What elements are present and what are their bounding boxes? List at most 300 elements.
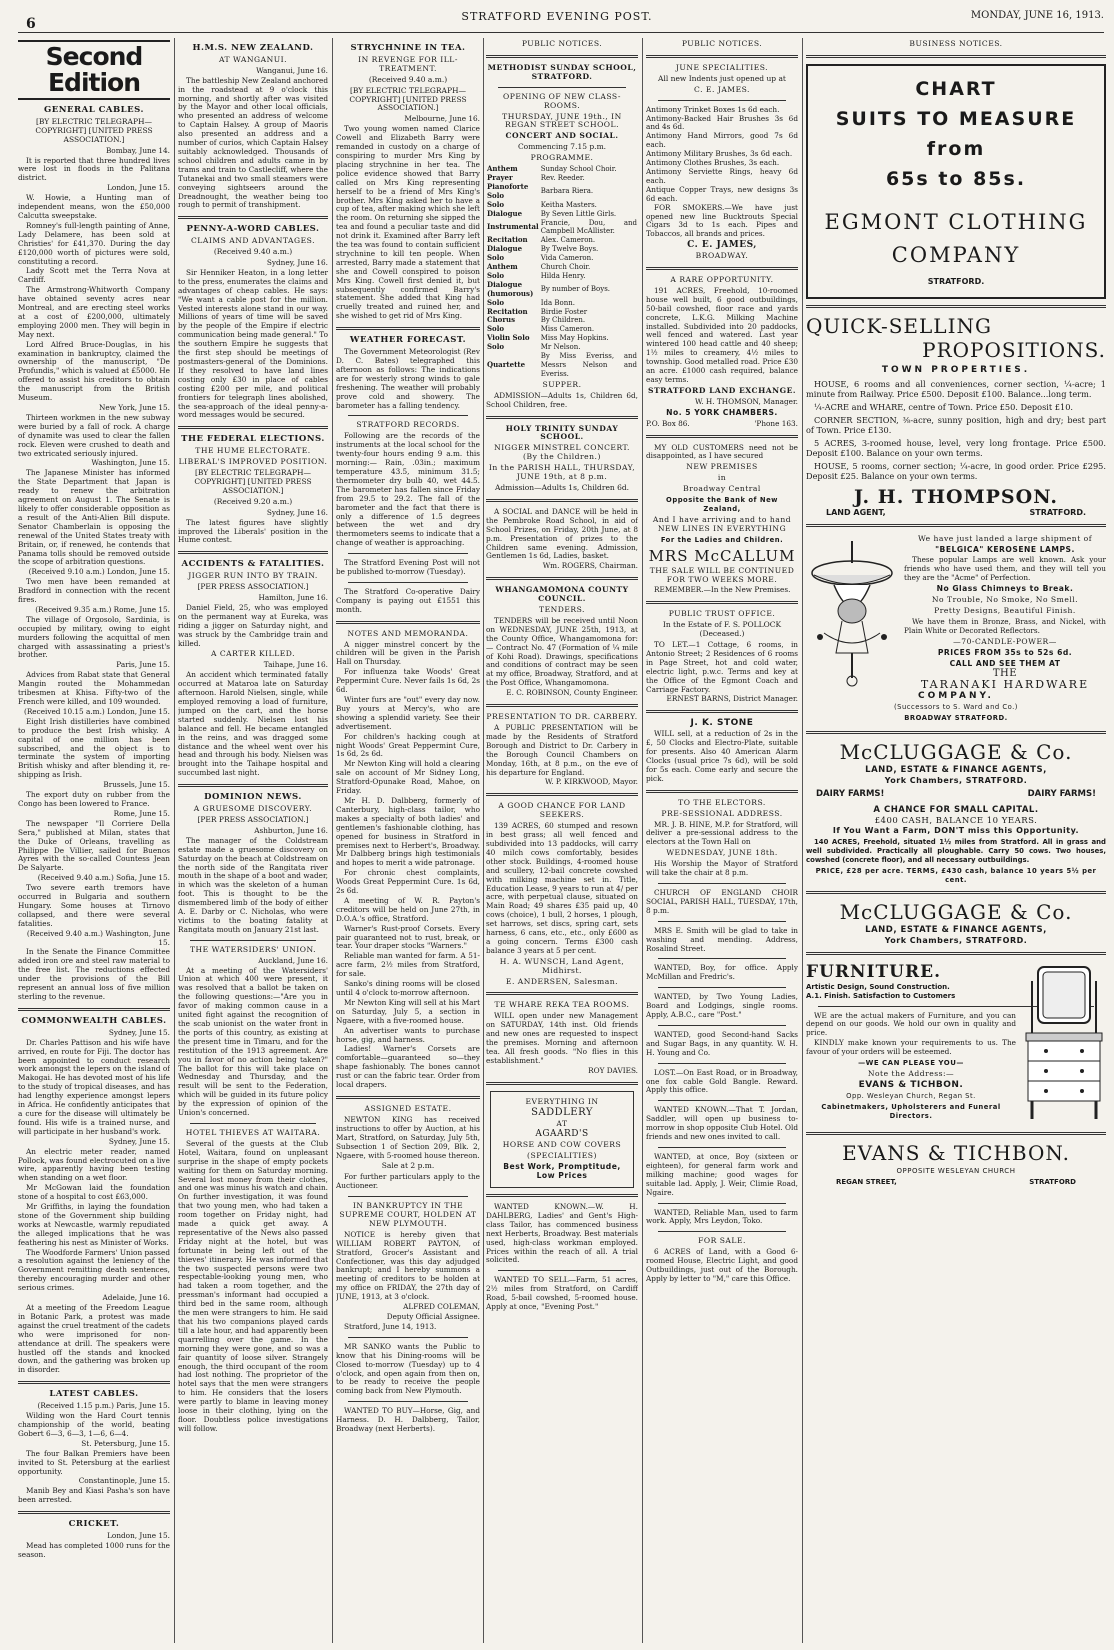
article-text: Thirteen workmen in the new subway were buried by a fall of rock. A charge of dynamite was used to clear the fallen rock. Eleven were crushed to death and two extricated seriously injured. (18, 412, 170, 458)
dateline: Wanganui, June 16. (256, 65, 328, 75)
column-5 (646, 38, 798, 1643)
programme-item: Prayer (487, 172, 513, 182)
james-items (646, 106, 798, 204)
notice-text: WILL sell, at a reduction of 2s in the £, 50 Clocks and Electro-Plate, suitable for presents. Also 40 American Alarm Clocks (usual price 7s 6d), will be sold for 5s each. Come early and secure the pick. (646, 729, 798, 783)
programme-item: Pianoforte Solo (487, 181, 529, 200)
ad-line: We have just landed a large shipment of (917, 533, 1093, 543)
notice-text: FOR SMOKERS.—We have just opened new line Bucktrouts Special Cigars 3d to 1s each. Pipes and Tobaccos, all brands and prices. (646, 202, 798, 239)
notice-text: TO LET.—1 Cottage, 6 rooms, in Antonio Street; 2 Residences of 6 rooms in Page Street, hot and cold water, electric light, p.w.c. Terms and key at the Office of the Egmont Coach and Carriage Factory. (646, 640, 798, 694)
penny-heading: PENNY-A-WORD CABLES. (186, 224, 320, 235)
memoranda-heading: NOTES AND MEMORANDA. (347, 628, 469, 638)
ad-line: (SPECIALITIES) (527, 1151, 597, 1161)
small-ad: WANTED, by Two Young Ladies, Board and Lodgings, single rooms. Apply, A.B.C., care "Post." (646, 992, 798, 1020)
programme-performer: Ida Bonn. (540, 298, 575, 307)
programme-item: Solo (487, 253, 505, 263)
divider (336, 327, 480, 330)
programme-item: Recitation (487, 235, 528, 245)
ad-line: STRATFORD. (927, 276, 985, 286)
notice-title: A RARE OPPORTUNITY. (670, 275, 774, 285)
latest-cables-list (18, 1402, 170, 1505)
ad-line: —WE CAN PLEASE YOU— (858, 1059, 964, 1068)
ad-line: EVANS & TICHBON. (858, 1079, 964, 1090)
subheading: NIGGER MINSTREL CONCERT. (By the Children.) (494, 443, 630, 462)
notice-text: NOTICE is hereby given that WILLIAM ROBERT PAYTON, of Stratford, Grocer's Assistant and Confectioner, was this day adjudged bankrupt; and I hereby summons a meeting of creditors to be holden at my office on FRIDAY, the 27th day of JUNE, 1913, at 3 o'clock. (336, 1229, 480, 1302)
ad-line: LAND, ESTATE & FINANCE AGENTS, (865, 764, 1047, 775)
article-text: The newspaper "Il Corriere Della Sera," published at Milan, states that the Duke of Orleans, travelling as Philippe De Villier, sailed for Buenos Ayres with the so-called Countess Jean De Salyarte. (18, 818, 170, 873)
article-text: The village of Orgosolo, Sardinia, is occupied by military, owing to eight murders following the acquittal of men charged with assassinating a priest's brother. (18, 614, 170, 660)
small-ad: WANTED, Boy, for office. Apply McMillan and Fredric's. (646, 963, 798, 982)
ad-line: SADDLERY (531, 1106, 593, 1118)
programme-row (486, 219, 638, 237)
ad-line: Broadway Central (683, 484, 761, 494)
article-text: Two severe earth tremors have occurred in Bulgaria and southern Hungary. Some houses at Tirnovo collapsed, and there were several fatalities. (18, 883, 170, 928)
cable-source: [BY ELECTRIC TELEGRAPH—COPYRIGHT] [UNITED PRESS ASSOCIATION.] (349, 85, 467, 113)
small-ad: WANTED, Reliable Man, used to farm work. Apply, Mrs Leydon, Toko. (646, 1207, 798, 1226)
signature: Wm. ROGERS, Chairman. (542, 561, 638, 571)
programme-item: Solo (487, 297, 505, 307)
programme-performer: Alex. Cameron. (540, 236, 596, 245)
subheading: HOTEL THIEVES AT WAITARA. (185, 1127, 321, 1137)
notice-title: PRESENTATION TO DR. CARBERY. (486, 712, 638, 722)
business-notices-heading: BUSINESS NOTICES. (909, 39, 1003, 48)
agent-name: J. H. THOMPSON. (854, 485, 1058, 508)
list-item: Antimony Military Brushes, 3s 6d each. (646, 149, 793, 159)
quick-selling-title: PROPOSITIONS. (922, 337, 1106, 362)
address: BROADWAY. (695, 251, 749, 261)
programme-performer: By Seven Little Girls. (540, 209, 617, 218)
subheading: TOWN PROPERTIES. (881, 364, 1031, 375)
strychnine-heading: STRYCHNINE IN TEA. (350, 43, 466, 53)
divider (486, 499, 638, 502)
divider (658, 921, 786, 922)
article-text: In the Senate the Finance Committee added iron ore and steel raw material to the free list. The reductions effected under the provisions of the Bill represent an annual loss of five million sterling to the revenue. (18, 947, 170, 1001)
divider (658, 1025, 786, 1026)
memo-item: Reliable man wanted for farm. A 51-acre farm, 2½ miles from Stratford, for sale. (336, 951, 480, 979)
divider (646, 601, 798, 604)
signature: ALFRED COLEMAN, (403, 1302, 480, 1312)
article-text: The latest figures have slightly improved the Liberals' position in the Hume contest. (178, 517, 328, 545)
article-text: Romney's full-length painting of Anne, Lady Delamere, has been sold at Christies' for £41,370. During the day £120,000 worth of pictures were sold, constituting a record. (18, 220, 170, 266)
notice-title: A GOOD CHANCE FOR LAND SEEKERS. (498, 801, 626, 820)
subheading: A GRUESOME DISCOVERY. (193, 804, 313, 814)
phone: 'Phone 163. (754, 418, 798, 428)
small-ads-list (646, 958, 798, 1226)
dateline: (Received 9.10 a.m.) London, June 15. (28, 567, 170, 577)
divider (658, 1231, 786, 1232)
agent-line (806, 509, 1106, 518)
programme-row (486, 343, 638, 352)
ad-line: KINDLY make known your requirements to us. The favour of your orders will be esteemed. (806, 1038, 1016, 1057)
divider (348, 582, 468, 583)
ad-line: in (717, 473, 727, 483)
ad-line: OPPOSITE WESLEYAN CHURCH (896, 1166, 1016, 1175)
notice-text: MR. J. B. HINE, M.P. for Stratford, will deliver a pre-sessional address to the electors at the Town Hall on (646, 819, 798, 847)
notice-title: PUBLIC TRUST OFFICE. (668, 609, 776, 619)
programme-row (486, 352, 638, 379)
furniture-title: FURNITURE. (806, 961, 941, 982)
event-when: THURSDAY, JUNE 19th., IN REGAN STREET SCHOOL. (502, 111, 622, 130)
received-time: (Received 9.40 a.m.) (368, 74, 448, 84)
programme-table (486, 165, 638, 379)
programme-row (486, 281, 638, 299)
subheading: JIGGER RUN INTO BY TRAIN. (188, 571, 318, 581)
list-item: Antimony Trinket Boxes 1s 6d each. (646, 104, 780, 114)
notice-text: 139 ACRES, 60 stumped and resown in best grass; all well fenced and subdivided into 13 paddocks, will carry 40 milch cows comfortably, besides other stock. Buildings, 4-roomed house and scullery, 12-bail concrete cowshed with milking machine set in. Title, Education Lease, 9 years to run at 4/ per acre, with perpetual clause, situated on Main Road; 49 shares £35 paid up, 40 cows (choice), 1 bull, 2 horses, 1 plough, set harrows, set discs, spring cart, sets harness, 6 cans, etc., etc., only £600 as a going concern. Terms £300 cash balance 3 years at 5 per cent. (486, 821, 638, 955)
article-text: Several of the guests at the Club Hotel, Waitara, found on unpleasant surprise in the shape of empty pockets waiting for them on Saturday morning. Several lost money from their clothes, and one was minus his watch and chain. On further investigation, it was found that two young men, who had taken a room together on Friday night, had made a quick get away. A representative of the News also passed Friday night at the hotel, but was fortunate in being left out of the thieves' itinerary. He was informed that the two suspected persons were two respectable-looking young men, who had taken a room together, and the pressman's informant had occupied a third bed in the same room, although the men were strangers to him. He said that his two companions played cards till a late hour, and had apparently been quarrelling over the game. In the morning they were gone, and so was a fair quantity of loose silver. Strangely enough, the third occupant of the room had lost nothing. The proprietor of the hotel says that the men were strangers to him. He considers that the losers were partly to blame in leaving money loose in their clothing, lying on the floor. Doubtless police investigations will follow. (178, 1138, 328, 1433)
public-notices-heading: PUBLIC NOTICES. (681, 39, 763, 48)
article-text: The manager of the Coldstream estate made a gruesome discovery on Saturday on the beach at Coldstream on the north side of the Rangitata river mouth in the shape of a boot and wader, in which was the skeleton of a human foot. This is thought to be the dismembered limb of the body of either A. E. Darby or C. Nicholas, who were victims to the boating fatality at Rangitata mouth on January 21st last. (178, 835, 328, 934)
memo-item: Warner's Rust-proof Corsets. Every pair guaranteed not to rust, break, or tear. Your draper stocks "Warners." (336, 923, 480, 951)
divider (486, 55, 638, 58)
small-ad: WANTED KNOWN.—That T. Jordan, Saddler, will open up business to-morrow in shop opposite Club Hotel. Old friends and new ones invited to call. (646, 1105, 798, 1142)
dateline: London, June 15. (107, 183, 170, 193)
ad-line: And I have arriving and to hand NEW LINES IN EVERYTHING (652, 514, 792, 533)
subheading: STRATFORD RECORDS. (356, 420, 460, 430)
sale-time: Sale at 2 p.m. (381, 1161, 435, 1171)
column-2 (178, 38, 328, 1643)
memo-item: A nigger minstrel concert by the children will be given in the Parish Hall on Thursday. (336, 639, 480, 667)
ad-line: Cabinetmakers, Upholsterers and Funeral Directors. (821, 1102, 1001, 1120)
memo-item: Mr Newton King will hold a clearing sale on account of Mr Sidney Long, Stratford-Opunake Road, Mahoe, on Friday. (336, 759, 480, 796)
subheading: CLAIMS AND ADVANTAGES. (191, 236, 315, 246)
divider (498, 87, 626, 88)
event-time: Commencing 7.15 p.m. (517, 142, 607, 152)
memo-item: For influenza take Woods' Great Peppermint Cure. Never fails 1s 6d, 2s 6d. (336, 667, 480, 695)
programme-performer: Rev. Reeder. (540, 173, 585, 182)
dateline: Bombay, June 14. (105, 145, 170, 155)
ad-line: 140 ACRES, Freehold, situated 1½ miles from Stratford. All in grass and well subdivided. Practically all ploughable. Carry 50 cows. Two houses, cowshed (concrete floor), and all necessary outbuildings. (806, 838, 1106, 865)
column-divider (332, 38, 333, 1643)
divider (486, 1194, 638, 1197)
memo-item: Mr Newton King will sell at his Mart on Saturday, July 5, a section in Ngaere, with a five-roomed house. (336, 997, 480, 1025)
divider (658, 883, 786, 884)
notice-text: 191 ACRES, Freehold, 10-roomed house well built, 6 good outbuildings, 50-bail cowshed, floor race and yards concrete, L.K.G. Milking Machine installed. Subdivided into 20 paddocks, well fenced and watered. Last year wintered 100 head cattle and 40 sheep; 1½ miles to creamery, 4½ miles to township. Good metalled road. Price £30 an acre. £1000 cash required, balance easy terms. (646, 285, 798, 384)
event-when: WEDNESDAY, JUNE 18th. (666, 848, 778, 858)
dateline: (Received 9.35 a.m.) Rome, June 15. (35, 604, 170, 614)
divider (806, 1132, 1106, 1135)
issue-date: MONDAY, JUNE 16, 1913. (970, 10, 1104, 21)
programme-performer: Francie, Dou, and Campbell McAllister. (540, 218, 637, 236)
programme-performer: Mr Nelson. (540, 343, 581, 352)
notice-text: MRS E. Smith will be glad to take in washing and mending. Address, Rosalind Street. (646, 925, 798, 953)
memo-item: An advertiser wants to purchase horse, gig, and harness. (336, 1025, 480, 1044)
notice-text: All new Indents just opened up at (658, 73, 786, 83)
divider (646, 710, 798, 713)
programme-item: Anthem (487, 262, 518, 272)
ad-line: 65s to 85s. (885, 167, 1027, 190)
article-text: At a meeting of the Freedom League in Botanic Park, a protest was made against the cruel treatment of the cadets who were imprisoned for non-attendance at drill. The speakers were hustled off the stands and knocked down, and the gathering was broken up in disorder. (18, 1303, 170, 1375)
ad-line: (Successors to S. Ward and Co.) (894, 703, 1018, 712)
memo-item: For chronic chest complaints, Woods Great Peppermint Cure. 1s 6d, 2s 6d. (336, 868, 480, 896)
divider (646, 267, 798, 270)
divider (658, 958, 786, 959)
programme-heading: PROGRAMME. (530, 153, 594, 163)
cable-source: [BY ELECTRIC TELEGRAPH—COPYRIGHT] [UNITED PRESS ASSOCIATION.] (35, 116, 153, 144)
memo-item: Mr H. D. Dalbberg, formerly of Canterbury, high-class tailor, who makes a specialty of both ladies' and gentlemen's fashionable clothing, has opened for business in Stratford in premises next to Herbert's, Broadway. Mr Dalbberg brings high testimonials and hopes to merit a wide patronage. (336, 795, 480, 868)
column-divider (802, 38, 803, 1643)
notice-text: WANTED TO BUY—Horse, Gig, and Harness. D. H. Dalbberg, Tailor, Broadway (next Herberts). (336, 1406, 480, 1434)
programme-performer: By Twelve Boys. (540, 245, 599, 254)
signature: ROY DAVIES. (588, 1065, 638, 1075)
event-title: CONCERT AND SOCIAL. (505, 131, 619, 141)
dateline: Sydney, June 16. (266, 507, 328, 517)
list-item: Antimony Hand Mirrors, good 7s 6d each. (646, 131, 798, 150)
divider (658, 1100, 786, 1101)
agent-place: STRATFORD. (1029, 507, 1086, 517)
notice-title: WHANGAMOMONA COUNTY COUNCIL. (495, 585, 629, 604)
programme-performer: Birdie Foster (540, 307, 588, 316)
divider (178, 426, 328, 429)
cable-source: [PER PRESS ASSOCIATION.] (197, 814, 309, 824)
memo-item: Sanko's dining rooms will be closed until 4 o'clock to-morrow afternoon. (336, 979, 480, 997)
quick-selling-title: QUICK-SELLING (806, 313, 992, 338)
ad-line: A.1. Finish. Satisfaction to Customers (806, 991, 956, 1000)
subheading: PRE-SESSIONAL ADDRESS. (661, 808, 783, 818)
ad-line: BROADWAY STRATFORD. (904, 714, 1008, 723)
town: STRATFORD (1029, 1177, 1076, 1186)
ad-line: TARANAKI HARDWARE (920, 678, 1090, 692)
dateline: (Received 9.40 a.m.) Sofia, June 15. (37, 873, 170, 883)
newspaper-title: STRATFORD EVENING POST. (461, 10, 653, 23)
programme-performer: By Children. (540, 316, 586, 325)
ad-line: NEW PREMISES (686, 462, 758, 472)
dateline: Melbourne, June 16. (404, 114, 480, 124)
article-text: Following are the records of the instruments at the local school for the twenty-four hours ending 9 a.m. this morning:— Rain, .03in.; maximum temperature 43.5, minimum 31.5; thermometer dry bulb 40, wet 44.5. The barometer has fallen since Friday from 29.5 to 29.2. The fall of the barometer and the fact that there is only a difference of 1.5 degrees between the wet and dry thermometers seems to indicate that a change of weather is approaching. (336, 431, 480, 548)
programme-performer: By Miss Everiss, and Messrs Nelson and Everiss. (540, 352, 637, 378)
memo-item: Winter furs are "out" every day now. Buy yours at Mercy's, who are showing a splendid variety. See their advertisement. (336, 695, 480, 731)
ad-line: EVERYTHING IN (525, 1096, 599, 1106)
ad-line: We have them in Bronze, Brass, and Nickel, with Plain White or Decorated Reflectors. (904, 616, 1106, 635)
dateline: Sydney, June 15. (108, 1027, 170, 1037)
firm-name: STRATFORD LAND EXCHANGE. (647, 385, 797, 395)
divider (348, 1337, 468, 1338)
subheading: LIBERAL'S IMPROVED POSITION. (178, 457, 328, 467)
notice-text: WANTED TO SELL—Farm, 51 acres, 2½ miles from Stratford, on Cardiff Road, 5-bail cowshed, 5-roomed house. Apply at once, "Evening Post." (486, 1275, 638, 1312)
notice-title: TO THE ELECTORS. (678, 797, 766, 807)
programme-item: Anthem (487, 164, 518, 174)
article-text: Lady Scott met the Terra Nova at Cardiff. (18, 266, 170, 285)
memo-item: For children's hacking cough at night Woods' Great Peppermint Cure, 1s 6d, 2s 6d. (336, 731, 480, 759)
divider (646, 435, 798, 438)
programme-item: Recitation (487, 306, 528, 316)
column-6 (806, 38, 1106, 1643)
commonwealth-cables-list (18, 1029, 170, 1375)
signature: C. E. JAMES, (687, 240, 757, 251)
list-item: Antimony Serviette Rings, heavy 6d each. (646, 166, 798, 185)
hms-heading: H.M.S. NEW ZEALAND. (192, 43, 314, 53)
programme-item: Chorus (487, 315, 516, 325)
article-text: Two young women named Clarice Cowell and Elizabeth Barry were remanded in custody on a charge of conspiring to murder Mrs King by placing strychnine in her tea. The police evidence showed that Barry called on Mrs King representing herself to be a friend of Mrs King's brother. Mrs King asked her to have a cup of tea, after making which she left the room. On returning she sipped the tea and found a peculiar taste and did not drink it. Examined after Barry left the tea was found to contain sufficient strychnine to kill ten people. When arrested, Barry made a statement that she and Cowell conspired to poison Mrs King. Cowell first denied it, but subsequently confirmed Barry's statement. She added that King had cruelly treated and ruined her, and she wished to get rid of Mrs King. (336, 124, 480, 321)
ad-line: THE (992, 668, 1018, 680)
article-text: Two men have been remanded at Bradford in connection with the recent fires. (18, 577, 170, 605)
egmont-clothing-ad (806, 64, 1106, 299)
divider (806, 952, 1106, 955)
property-item: HOUSE, 5 rooms, corner section; ¼-acre, in good order. Price £295. Deposit £25. Balance on your own terms. (806, 460, 1106, 481)
ad-line: If You Want a Farm, DON'T miss this Opportunity. (832, 826, 1080, 836)
ad-line: DAIRY FARMS! (1027, 788, 1096, 799)
divider (806, 731, 1106, 734)
small-ad: WANTED, at once, Boy (sixteen or eighteen), for general farm work and milking machine; good wages for suitable lad. Apply, J. Weir, Climie Road, Ngaire. (646, 1152, 798, 1197)
programme-row (486, 183, 638, 201)
article-text: The Government Meteorologist (Rev D. C. Bates) telegraphed this afternoon as follows: The indications are for westerly strong winds to gale freshening. The weather will probably prove cold and showery. The barometer has a falling tendency. (336, 347, 480, 410)
subheading: In the Estate of F. S. POLLOCK (Deceased.) (662, 620, 782, 639)
address: York Chambers, STRATFORD. (884, 935, 1028, 945)
second-edition-banner: Second Edition (18, 40, 170, 100)
divider (178, 216, 328, 219)
dateline: Adelaide, June 16. (102, 1293, 170, 1303)
column-4 (486, 38, 638, 1643)
dateline: Washington, June 15. (91, 458, 170, 468)
dateline: New York, June 15. (99, 403, 170, 412)
divider (18, 1381, 170, 1384)
signature: W. H. THOMSON, Manager. (695, 396, 798, 406)
ad-line: from (926, 137, 986, 160)
dateline: St. Petersburg, June 15. (81, 1438, 170, 1448)
mccluggage-name: McCLUGGAGE & Co. (839, 899, 1073, 924)
divider (806, 305, 1106, 308)
notice-title: METHODIST SUNDAY SCHOOL, STRATFORD. (487, 62, 637, 81)
article-text: Dr. Charles Pattison and his wife have arrived, en route for Fiji. The doctor has been appointed to conduct research work amongst the lepers on the island of Makogai. He has devoted most of his life to the study of tropical diseases, and has had lengthy experience amongst lepers in Africa. He confidently anticipates that a cure for the disease will ultimately be found. His wife is a trained nurse, and will participate in her husband's work. (18, 1037, 170, 1136)
programme-row (486, 263, 638, 272)
ad-line: AT (556, 1118, 568, 1128)
signature: E. ANDERSEN, Salesman. (505, 976, 619, 986)
notice-title: HOLY TRINITY SUNDAY SCHOOL. (505, 423, 619, 442)
signature: Deputy Official Assignee. (386, 1312, 480, 1321)
programme-row (486, 245, 638, 254)
general-cables-heading: GENERAL CABLES. (44, 105, 144, 115)
dateline: Sydney, June 15. (108, 1136, 170, 1146)
notice-text: MY OLD CUSTOMERS need not be disappointed, as I have secured (646, 442, 798, 461)
weather-heading: WEATHER FORECAST. (349, 335, 467, 346)
admission: Admission—Adults 1s, Children 6d. (494, 482, 630, 492)
dateline: Taihape, June 16. (263, 660, 328, 670)
notice-title: JUNE SPECIALITIES. (675, 62, 769, 72)
programme-performer: Barbara Riera. (540, 187, 594, 196)
article-text: The four Balkan Premiers have been invited to St. Petersburg at the earliest opportunity. (18, 1448, 170, 1476)
contact-row (646, 420, 798, 429)
lamps-ad (806, 533, 1106, 725)
list-item: Antimony-Backed Hair Brushes 3s 6d and 4s 6d. (646, 113, 798, 132)
subheading: AT WANGANUI. (218, 54, 288, 64)
programme-performer: Miss May Hopkins. (540, 334, 609, 343)
subheading: OPENING OF NEW CLASS-ROOMS. (503, 91, 621, 110)
article-text: An electric meter reader, named Pollock, was found electrocuted on a live wire, apparently having been testing when standing on a wet floor. (18, 1146, 170, 1183)
signature: ERNEST BARNS, District Manager. (666, 694, 798, 704)
po-box: P.O. Box 86. (646, 418, 690, 428)
ad-line: —70-CANDLE-POWER— (953, 636, 1057, 646)
dateline: London, June 15. (107, 1531, 170, 1541)
article-text: Daniel Field, 25, who was employed on the permanent way at Eureka, was riding a jigger on Saturday night, and was struck by the Cambridge train and killed. (178, 602, 328, 648)
ad-line: No Trouble, No Smoke, No Smell. (931, 595, 1079, 605)
property-item: CORNER SECTION, ⅜-acre, sunny position, high and dry; best part of Town. Price £130. (806, 414, 1106, 435)
ad-line: WE are the actual makers of Furniture, and you can depend on our goods. We hold our own in quality and price. (806, 1010, 1016, 1038)
received-time: (Received 9.40 a.m.) (213, 247, 293, 257)
divider (806, 55, 1106, 58)
article-text: Eight Irish distilleries have combined to produce the best Irish whisky. A capital of one million has been subscribed, and the object is to terminate the system of importing British whisky and after blending it, re-shipping as Irish. (18, 716, 170, 780)
dressing-table-illustration (1022, 961, 1106, 1126)
column-1 (18, 38, 170, 1643)
commonwealth-cables-heading: COMMONWEALTH CABLES. (21, 1015, 167, 1026)
property-item: HOUSE, 6 rooms and all conveniences, corner section, ¼-acre; 1 minute from Railway. Price £500. Deposit £100. Balance...long term. (806, 378, 1106, 399)
divider (806, 891, 1106, 894)
divider (18, 1008, 170, 1011)
ad-line: COMPANY. (918, 691, 994, 702)
ad-line: £400 CASH, BALANCE 10 YEARS. (874, 815, 1038, 826)
divider (178, 551, 328, 554)
ad-line: SUITS TO MEASURE (835, 107, 1077, 130)
notice-text: His Worship the Mayor of Stratford will take the chair at 8 p.m. (646, 859, 798, 878)
masthead-rule (18, 32, 1104, 33)
programme-performer: Hilda Henry. (540, 271, 586, 280)
page-number: 6 (26, 16, 36, 32)
divider (486, 704, 638, 707)
programme-performer: Church Choir. (540, 263, 591, 272)
ad-line: AGAARD'S (535, 1129, 589, 1140)
cricket-heading: CRICKET. (68, 1519, 120, 1530)
article-text: The Japanese Minister has informed the State Department that Japan is ready to renew the arbitration agreement on August 1. The Senate is likely to offer considerable opposition as a result of the Anti-Alien Bill dispute. Senator Chamberlain is opposing the renewal of the United States treaty with Britain, or, if renewed, he contends that Panama tolls should be removed outside the scope of arbitration questions. (18, 468, 170, 567)
ad-line: THE SALE WILL BE CONTINUED FOR TWO WEEKS MORE. (649, 565, 795, 584)
street: REGAN STREET, (836, 1177, 897, 1186)
article-text: It is reported that three hundred lives were lost in floods in the Palitana district. (18, 155, 170, 183)
column-3 (336, 38, 480, 1643)
notice-text: Stratford, June 14, 1913. (344, 1321, 437, 1331)
subheading: IN BANKRUPTCY IN THE SUPREME COURT, HOLDEN AT NEW PLYMOUTH. (339, 1201, 477, 1228)
divider (658, 1203, 786, 1204)
programme-performer: By number of Boys. (540, 285, 611, 294)
article-text: At a meeting of the Watersiders' Union at which 400 were present, it was resolved that a ballot be taken on the following questions:—"Are you in favor of making common cause in a united fight against the recognition of the scab unionist on the water front in the ports of this country, as existing at the present time in Timaru, and for the restitution of the 1913 agreement. Are you in favor of no action being taken?" The ballot for this will take place on Wednesday and Thursday, and the result will be sent to the Federation, which will be guided in its future policy by the expression of opinion of the Union's concerned. (178, 965, 328, 1118)
programme-item: Solo (487, 270, 505, 280)
signature: E. C. ROBINSON, County Engineer. (506, 688, 638, 698)
programme-item: Dialogue (487, 244, 523, 254)
mccallum-name: MRS McCALLUM (648, 546, 796, 565)
ad-line: PRICES FROM 35s to 52s 6d. (937, 647, 1073, 657)
article-text: The export duty on rubber from the Congo has been lowered to France. (18, 790, 170, 808)
article-text: The Woodforde Farmers' Union passed a resolution against the leniency of the Government remitting death sentences, thereby encouraging murder and other serious crimes. (18, 1247, 170, 1293)
divider (498, 1270, 626, 1271)
subheading: IN REVENGE FOR ILL-TREATMENT. (358, 54, 458, 73)
notice-text: NEWTON KING has received instructions to offer by Auction, at his Mart, Stratford, on Saturday, July 5th, Subsection 1 of Section 209, Blk. 2, Ngaere, with 5-roomed house thereon. (336, 1114, 480, 1160)
divider (806, 524, 1106, 527)
notice-text: CHURCH OF ENGLAND CHOIR SOCIAL, PARISH HALL, TUESDAY, 17th, 8 p.m. (646, 887, 798, 915)
article-text: Wilding won the Hard Court tennis championship of the world, beating Gobert 6—3, 6—3, 1—6, 6—4. (18, 1411, 170, 1438)
divider (658, 987, 786, 988)
programme-item: Quartette (487, 360, 526, 369)
ad-line: No Glass Chimneys to Break. (936, 584, 1074, 594)
ad-line: Opposite the Bank of New Zealand, (666, 496, 778, 513)
address-row (806, 1178, 1106, 1187)
dateline: (Received 9.40 a.m.) Washington, June 15. (26, 928, 170, 947)
programme-item: Violin Solo (487, 333, 530, 343)
ad-line: A CHANCE FOR SMALL CAPITAL. (873, 804, 1039, 815)
ad-line: COMPANY (891, 242, 1021, 267)
programme-performer: Keitha Masters. (540, 200, 597, 209)
programme-item: Dialogue (humorous) (487, 279, 534, 298)
list-item: Antique Copper Trays, new designs 3s 6d each. (646, 184, 798, 203)
divider (348, 553, 468, 554)
divider (658, 1063, 786, 1064)
article-text: An accident which terminated fatally occurred at Mataroa late on Saturday afternoon. Harold Nielsen, single, while employed removing a load of furniture, jumped on the cart, and the horse started suddenly. Nielsen lost his balance and fell. He became entangled in the reins, and was dragged some distance and the wheel went over his head and through his body. Nielsen was brought into the Taihape hospital and succumbed last night. (178, 670, 328, 778)
divider (486, 992, 638, 995)
ad-line: Pretty Designs, Beautiful Finish. (934, 605, 1076, 615)
divider (646, 55, 798, 58)
general-cables-list (18, 147, 170, 1002)
subheading: A CARTER KILLED. (210, 649, 296, 659)
ad-line: HORSE AND COW COVERS (502, 1140, 622, 1150)
divider (486, 416, 638, 419)
column-divider (174, 38, 175, 1643)
kerosene-lamp-illustration (806, 533, 898, 688)
divider (658, 100, 786, 101)
